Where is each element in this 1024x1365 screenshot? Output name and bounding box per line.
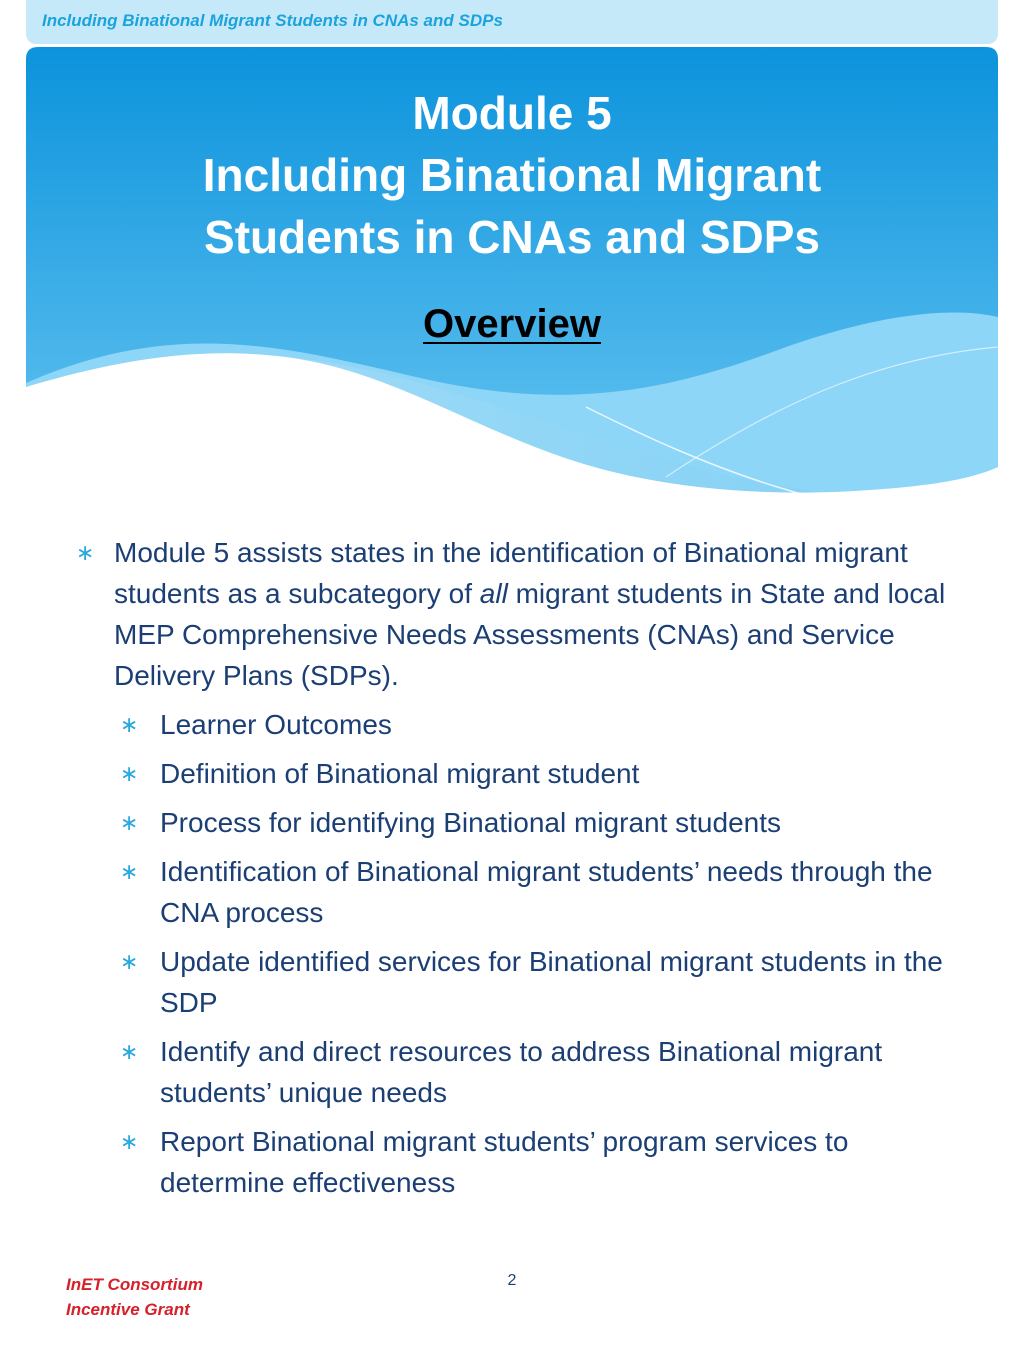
title-line-1: Module 5 bbox=[412, 87, 612, 139]
footer-organization bbox=[66, 1272, 203, 1322]
list-item-text: Definition of Binational migrant student bbox=[160, 758, 640, 789]
list-item-text: Learner Outcomes bbox=[160, 709, 392, 740]
asterisk-bullet-icon: ∗ bbox=[120, 1039, 139, 1064]
list-item bbox=[76, 704, 956, 745]
asterisk-bullet-icon: ∗ bbox=[120, 761, 139, 786]
intro-emphasis: all bbox=[479, 578, 508, 609]
page-number: 2 bbox=[507, 1272, 517, 1289]
slide-title bbox=[26, 82, 998, 268]
asterisk-bullet-icon: ∗ bbox=[120, 949, 139, 974]
list-item-text: Update identified services for Binational migrant students in the SDP bbox=[160, 946, 943, 1018]
bullet-list bbox=[76, 532, 956, 1203]
footer-org-line-2: Incentive Grant bbox=[66, 1300, 190, 1319]
list-item bbox=[76, 941, 956, 1023]
list-item-text: Identify and direct resources to address Binational migrant students’ unique needs bbox=[160, 1036, 883, 1108]
list-item bbox=[76, 851, 956, 933]
overview-heading: Overview bbox=[423, 302, 601, 346]
asterisk-bullet-icon: ∗ bbox=[76, 540, 95, 565]
intro-text-before: Module 5 assists states in the identification of Binational migrant students as a subcategory of bbox=[114, 537, 908, 609]
list-item bbox=[76, 753, 956, 794]
title-line-2: Including Binational Migrant bbox=[202, 149, 822, 201]
running-title: Including Binational Migrant Students in CNAs and SDPs bbox=[42, 11, 503, 30]
footer-org-line-1: InET Consortium bbox=[66, 1275, 203, 1294]
list-item bbox=[76, 1031, 956, 1113]
subtitle bbox=[26, 302, 998, 347]
asterisk-bullet-icon: ∗ bbox=[120, 712, 139, 737]
list-item-text: Identification of Binational migrant students’ needs through the CNA process bbox=[160, 856, 933, 928]
list-item bbox=[76, 1121, 956, 1203]
list-item-text: Report Binational migrant students’ program services to determine effectiveness bbox=[160, 1126, 849, 1198]
asterisk-bullet-icon: ∗ bbox=[120, 810, 139, 835]
intro-text-after: migrant students in State and local MEP Comprehensive Needs Assessments (CNAs) and Service Delivery Plans (SDPs). bbox=[114, 578, 946, 691]
asterisk-bullet-icon: ∗ bbox=[120, 859, 139, 884]
title-line-3: Students in CNAs and SDPs bbox=[204, 211, 820, 263]
intro-item bbox=[76, 532, 956, 696]
asterisk-bullet-icon: ∗ bbox=[120, 1129, 139, 1154]
header-bar bbox=[26, 0, 998, 44]
list-item bbox=[76, 802, 956, 843]
list-item-text: Process for identifying Binational migrant students bbox=[160, 807, 781, 838]
